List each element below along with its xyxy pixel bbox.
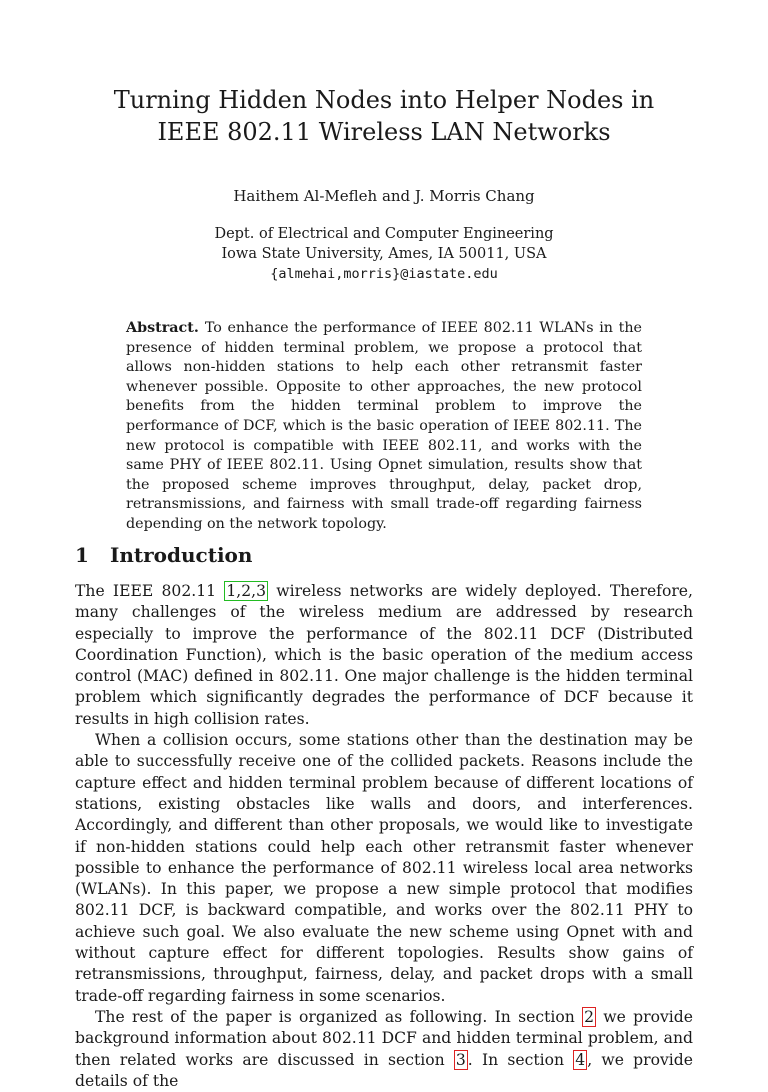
citation-3[interactable]: 3 [256,582,267,600]
abstract-label: Abstract. [126,320,199,336]
affiliation [0,224,768,284]
paragraph-1-text-b: wireless networks are widely deployed. Therefore, many challenges of the wireless medium are addressed by research especially to improve the performance of the 802.11 DCF (Distributed Coordination Function), which is the basic operation of the medium access control (MAC) defined in 802.11. One major challenge is the hidden terminal problem which significantly degrades the performance of DCF because it results in high collision rates. [75,582,693,728]
title-line-2: IEEE 802.11 Wireless LAN Networks [157,118,611,146]
paragraph-3-text-d: , we provide details of the [75,1050,693,1090]
section-title: Introduction [110,543,253,567]
section-ref-3[interactable]: 3 [455,1050,466,1069]
title-line-1: Turning Hidden Nodes into Helper Nodes in [113,86,655,114]
citation-1[interactable]: 1 [226,582,237,600]
citation-2[interactable]: 2 [241,582,252,600]
paragraph-3-text-c: . In section [467,1050,574,1069]
paragraph-1 [75,581,693,730]
section-ref-2[interactable]: 2 [584,1007,594,1026]
authors: Haithem Al-Mefleh and J. Morris Chang [233,187,535,205]
affiliation-department: Dept. of Electrical and Computer Engineering [214,226,554,242]
abstract-text: To enhance the performance of IEEE 802.11 WLANs in the presence of hidden terminal problem, we propose a protocol that allows non-hidden stations to help each other retransmit faster whenever possible. Opposite to other approaches, the new protocol benefits from the hidden terminal problem to improve the performance of DCF, which is the basic operation of IEEE 802.11. The new protocol is compatible with IEEE 802.11, and works with the same PHY of IEEE 802.11. Using Opnet simulation, results show that the proposed scheme improves throughput, delay, packet drop, retransmissions, and fairness with small trade-off regarding fairness depending on the network topology. [126,320,642,532]
section-body [75,581,693,1092]
affiliation-university: Iowa State University, Ames, IA 50011, USA [221,246,547,262]
section-ref-4[interactable]: 4 [575,1050,586,1069]
section-heading [75,541,252,569]
paragraph-3-text-a: The rest of the paper is organized as following. In section [95,1007,583,1026]
paragraph-3 [75,1007,693,1092]
citation-link[interactable]: 1,2,3 [226,582,267,600]
paragraph-3-text-b: we provide background information about 802.11 DCF and hidden terminal problem, and then related works are discussed in section [75,1007,693,1069]
paragraph-1-text-a: The IEEE 802.11 [75,582,225,600]
abstract [126,319,642,535]
paper-title [0,84,768,148]
paragraph-2: When a collision occurs, some stations other than the destination may be able to successfully receive one of the collided packets. Reasons include the capture effect and hidden terminal problem because of different locations of stations, existing obstacles like walls and doors, and interferences. Accordingly, and different than other proposals, we would like to investigate if non-hidden stations could help each other retransmit faster whenever possible to enhance the performance of 802.11 wireless local area networks (WLANs). In this paper, we propose a new simple protocol that modifies 802.11 DCF, is backward compatible, and works over the 802.11 PHY to achieve such goal. We also evaluate the new scheme using Opnet with and without capture effect for different topologies. Results show gains of retransmissions, throughput, fairness, delay, and packet drops with a small trade-off regarding fairness in some scenarios. [75,731,693,1005]
author-email: {almehai,morris}@iastate.edu [270,266,498,282]
section-number: 1 [75,543,89,567]
